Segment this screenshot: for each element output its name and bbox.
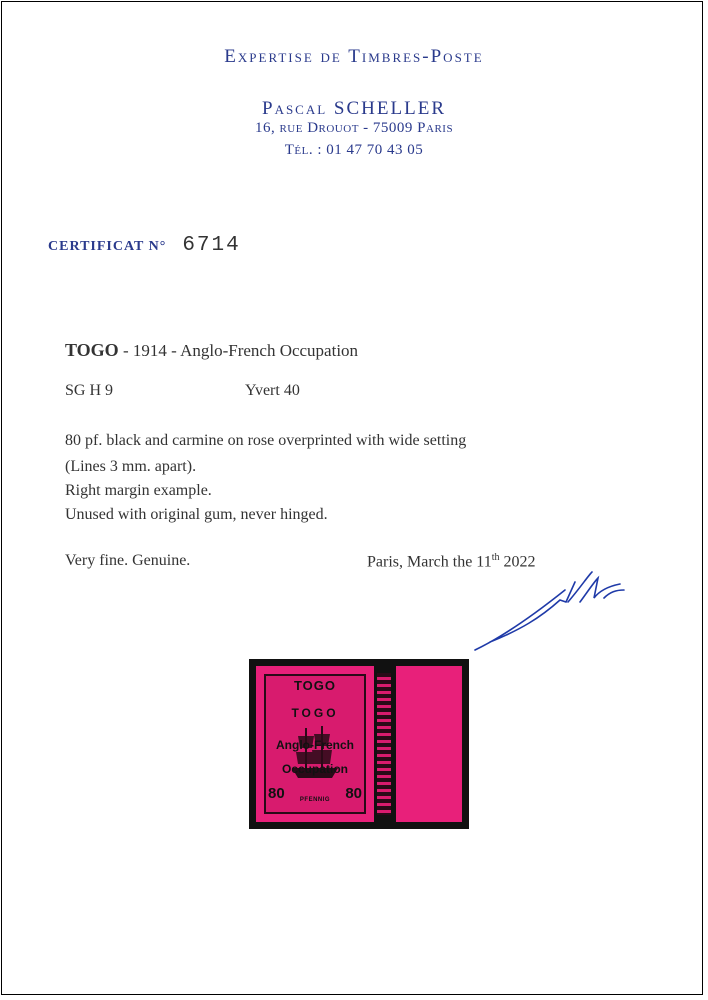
place-date-suffix: th	[491, 552, 500, 563]
certificate-number-line	[48, 234, 241, 257]
overprint-line-1: TOGO	[291, 706, 339, 720]
stamp-currency: PFENNIG	[299, 797, 331, 803]
catalogue-yvert: Yvert 40	[245, 382, 300, 399]
stamp-title	[65, 340, 358, 361]
stamp-country: TOGO	[65, 340, 119, 360]
description-line-4: Unused with original gum, never hinged.	[65, 506, 328, 523]
stamp-image	[249, 659, 469, 829]
expert-name: Pascal SCHELLER	[262, 98, 446, 119]
stamp-title-rest: - 1914 - Anglo-French Occupation	[118, 341, 359, 360]
expert-address: 16, rue Drouot - 75009 Paris	[254, 120, 454, 136]
header-title: Expertise de Timbres-Poste	[224, 46, 484, 67]
stamp-value-right: 80	[345, 785, 362, 802]
description-line-3: Right margin example.	[65, 482, 212, 499]
place-date-year: 2022	[499, 553, 536, 571]
place-date-main: Paris, March the 11	[367, 553, 492, 571]
stamp-perforations	[377, 673, 391, 815]
catalogue-sg: SG H 9	[65, 382, 114, 399]
certificate-number: 6714	[182, 234, 241, 257]
stamp-right-margin	[396, 666, 462, 822]
stamp-value-left: 80	[268, 785, 285, 802]
expert-signature	[470, 568, 640, 658]
overprint-line-3: Occupation	[281, 762, 348, 776]
stamp-top-text: TOGO	[293, 678, 337, 693]
description-line-1: 80 pf. black and carmine on rose overprinted with wide setting	[65, 432, 467, 449]
certificate-label: CERTIFICAT N°	[48, 239, 167, 254]
description-line-2: (Lines 3 mm. apart).	[65, 458, 197, 475]
stamp	[256, 666, 374, 822]
overprint-line-2: Anglo-French	[276, 738, 354, 752]
expert-phone: Tél. : 01 47 70 43 05	[284, 142, 424, 158]
verdict: Very fine. Genuine.	[65, 552, 191, 569]
